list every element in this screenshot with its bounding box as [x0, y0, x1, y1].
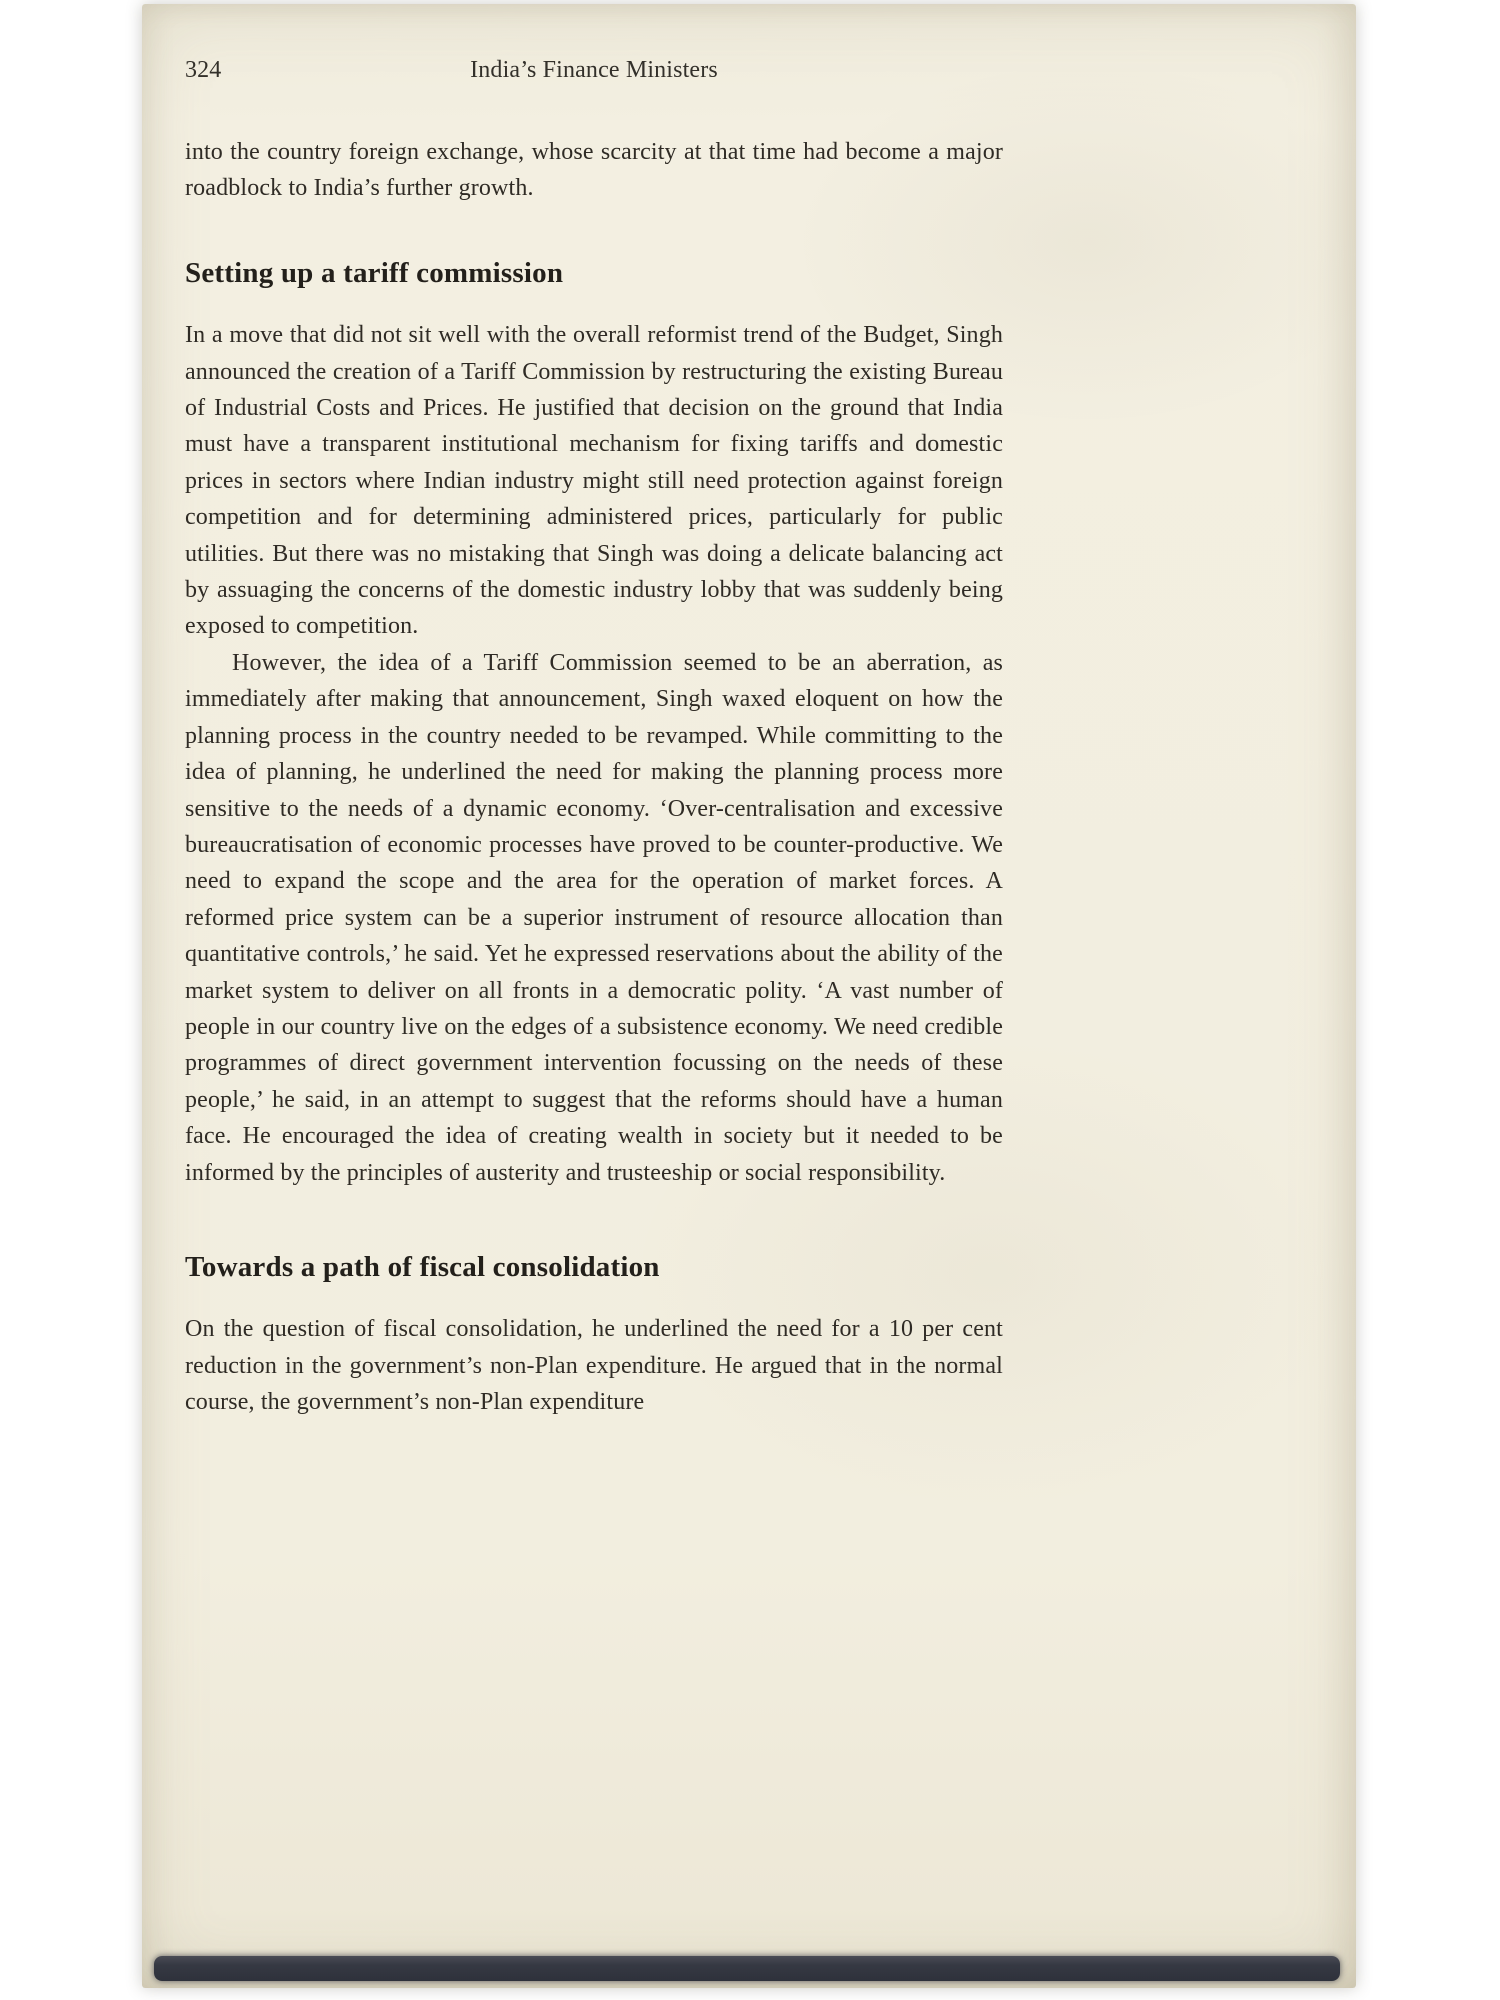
section-tariff-commission [185, 255, 1003, 1191]
paragraph: In a move that did not sit well with the overall reformist trend of the Budget, Singh announced the creation of a Tariff Commission by restructuring the existing Bureau of Industrial Costs and Prices. He justified that decision on the ground that India must have a transparent institutional mechanism for fixing tariffs and domestic prices in sectors where Indian industry might still need protection against foreign competition and for determining administered prices, particularly for public utilities. But there was no mistaking that Singh was doing a delicate balancing act by assuaging the concerns of the domestic industry lobby that was suddenly being exposed to competition. [185, 322, 1003, 640]
book-page-scan [142, 4, 1356, 1988]
section-heading: Towards a path of fiscal consolidation [185, 1250, 660, 1283]
page-number: 324 [185, 57, 222, 83]
section-fiscal-consolidation [185, 1249, 1003, 1421]
page-header [185, 4, 1003, 90]
running-title: India’s Finance Ministers [470, 57, 718, 83]
book-bottom-edge [154, 1956, 1340, 1981]
section-heading: Setting up a tariff commission [185, 256, 564, 289]
intro-paragraph: into the country foreign exchange, whose scarcity at that time had become a major roadblock to India’s further growth. [185, 139, 1003, 202]
page-text-column [185, 4, 1003, 1421]
paragraph: However, the idea of a Tariff Commission seemed to be an aberration, as immediately after making that announcement, Singh waxed eloquent on how the planning process in the country needed to be revamped. While committing to the idea of planning, he underlined the need for making the planning process more sensitive to the needs of a dynamic economy. ‘Over-centralisation and excessive bureaucratisation of economic processes have proved to be counter-productive. We need to expand the scope and the area for the operation of market forces. A reformed price system can be a superior instrument of resource allocation than quantitative controls,’ he said. Yet he expressed reservations about the ability of the market system to deliver on all fronts in a democratic polity. ‘A vast number of people in our country live on the edges of a subsistence economy. We need credible programmes of direct government intervention focussing on the needs of these people,’ he said, in an attempt to suggest that the reforms should have a human face. He encouraged the idea of creating wealth in society but it needed to be informed by the principles of austerity and trusteeship or social responsibility. [185, 649, 1003, 1186]
paragraph: On the question of fiscal consolidation, he underlined the need for a 10 per cent reduction in the government’s non-Plan expenditure. He argued that in the normal course, the government’s non-Plan expenditure [185, 1316, 1003, 1416]
